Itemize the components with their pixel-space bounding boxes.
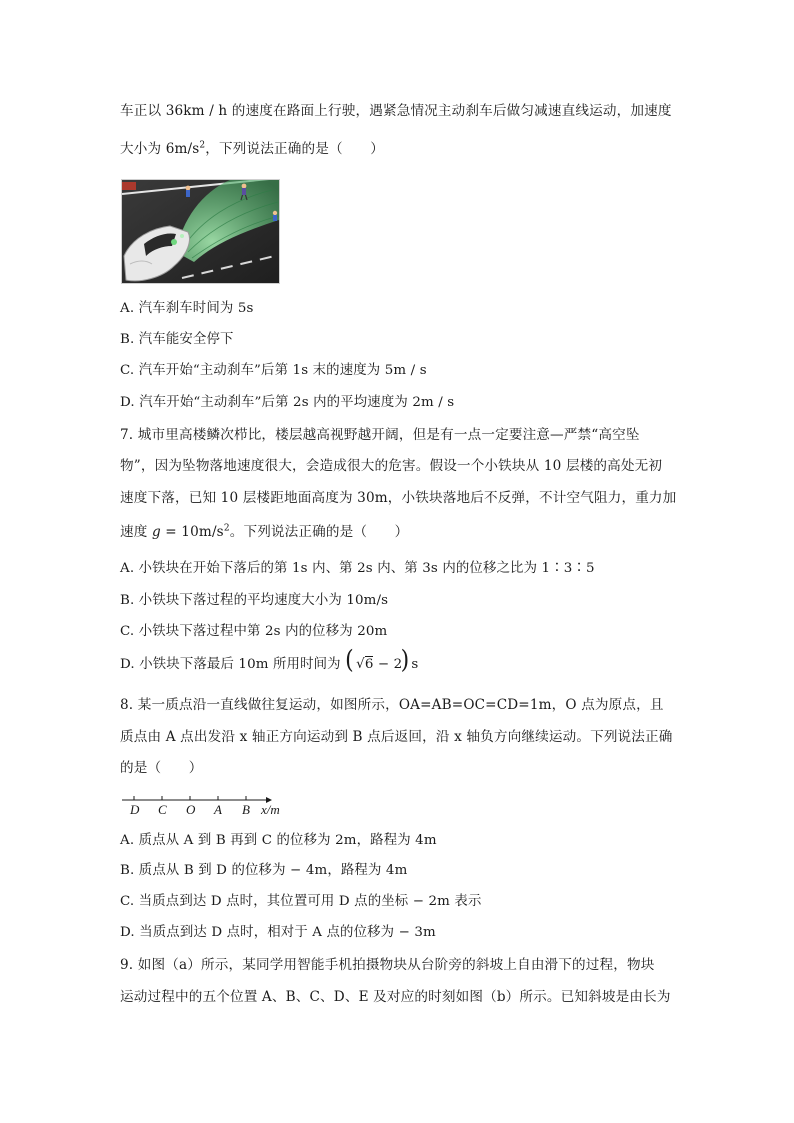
q6-stem-line-2	[120, 139, 384, 159]
axis-label-d: D	[130, 802, 140, 817]
q6-option-c[interactable]: C. 汽车开始“主动刹车”后第 1s 末的速度为 5m / s	[120, 363, 427, 378]
q7-stem-line-4	[120, 522, 408, 542]
q6-exponent: 2	[199, 140, 206, 151]
q7-option-c[interactable]: C. 小铁块下落过程中第 2s 内的位移为 20m	[120, 624, 388, 639]
pedestrian-icon	[273, 211, 277, 221]
q7-option-b[interactable]: B. 小铁块下落过程的平均速度大小为 10m/s	[120, 593, 389, 608]
q8-option-d[interactable]: D. 当质点到达 D 点时，相对于 A 点的位移为 − 3m	[120, 925, 436, 940]
q6-option-d[interactable]: D. 汽车开始“主动刹车”后第 2s 内的平均速度为 2m / s	[120, 395, 455, 410]
q7-text-a: 速度	[120, 524, 152, 540]
q7-stem-line-3: 速度下落，已知 10 层楼距地面高度为 30m，小铁块落地后不反弹，不计空气阻力，重力加	[120, 490, 677, 506]
q7-option-d[interactable]	[120, 646, 419, 675]
q9-stem-line-1: 9. 如图（a）所示，某同学用智能手机拍摄物块从台阶旁的斜坡上自由滑下的过程，物块	[120, 957, 655, 973]
q9-stem-line-2: 运动过程中的五个位置 A、B、C、D、E 及对应的时刻如图（b）所示。已知斜坡是由长为	[120, 989, 671, 1005]
axis-label-c: C	[158, 802, 167, 817]
q7-option-d-text: D. 小铁块下落最后 10m 所用时间为	[120, 657, 346, 672]
q8-stem-line-2: 质点由 A 点出发沿 x 轴正方向运动到 B 点后返回，沿 x 轴负方向继续运动。下列说法正确	[120, 729, 673, 745]
q7-gravity-symbol: g	[151, 524, 161, 540]
q8-stem-line-3: 的是（ ）	[120, 760, 203, 776]
q6-option-a[interactable]: A. 汽车刹车时间为 5s	[120, 301, 254, 316]
q7-stem-line-1: 7. 城市里高楼鳞次栉比，楼层越高视野越开阔，但是有一点一定要注意—严禁“高空坠	[120, 427, 640, 443]
q7-exponent: 2	[223, 523, 230, 534]
q7-option-a[interactable]: A. 小铁块在开始下落后的第 1s 内、第 2s 内、第 3s 内的位移之比为 1∶3∶5	[120, 561, 595, 576]
sqrt-expression: ( √6 − 2 )	[345, 646, 410, 675]
q7-option-d-unit: s	[411, 657, 419, 672]
sqrt-radicand: 6	[364, 657, 374, 672]
q6-stem-line-1: 车正以 36km / h 的速度在路面上行驶，遇紧急情况主动刹车后做匀减速直线运动，加速度	[120, 103, 672, 119]
q8-option-b[interactable]: B. 质点从 B 到 D 的位移为 − 4m，路程为 4m	[120, 863, 408, 878]
q8-option-c[interactable]: C. 当质点到达 D 点时，其位置可用 D 点的坐标 − 2m 表示	[120, 894, 482, 909]
number-line-diagram	[120, 792, 290, 820]
q7-text-c: 。下列说法正确的是（ ）	[229, 524, 409, 540]
sqrt-minus: − 2	[373, 657, 403, 672]
axis-label-b: B	[242, 802, 250, 817]
axis-unit-label: x/m	[261, 802, 280, 817]
q6-option-b[interactable]: B. 汽车能安全停下	[120, 332, 234, 347]
q8-stem-line-1: 8. 某一质点沿一直线做往复运动，如图所示，OA=AB=OC=CD=1m，O 点为原点，且	[120, 697, 664, 713]
axis-label-a: A	[214, 802, 222, 817]
q6-stem-text-a: 大小为 6m/s	[120, 141, 200, 157]
q7-text-b: = 10m/s	[160, 524, 224, 540]
q6-stem-text-b: ，下列说法正确的是（ ）	[205, 141, 384, 157]
q7-stem-line-2: 物”，因为坠物落地速度很大，会造成很大的危害。假设一个小铁块从 10 层楼的高处无初	[120, 458, 663, 474]
axis-label-o: O	[186, 802, 196, 817]
car-radar-illustration	[121, 179, 280, 284]
q8-option-a[interactable]: A. 质点从 A 到 B 再到 C 的位移为 2m，路程为 4m	[120, 833, 437, 848]
